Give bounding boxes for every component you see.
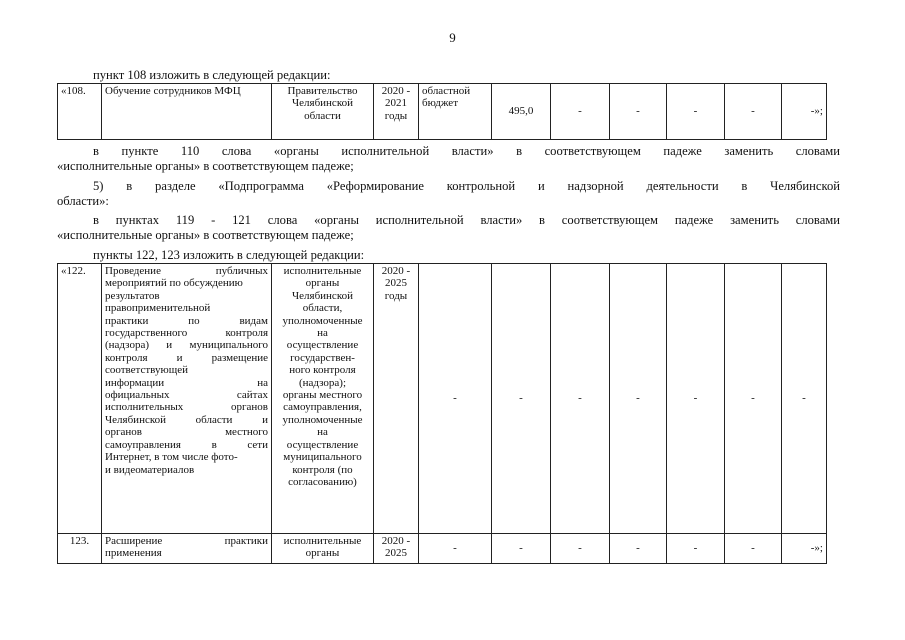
row-dash: -: [725, 534, 782, 564]
row-end: -»;: [782, 534, 827, 564]
table-row: [58, 264, 827, 534]
row-period: 2020 - 2021 годы: [374, 84, 419, 140]
row-name: Проведение публичных мероприятий по обсуждению результатов правоприменительной практики по видам государственного контроля (надзора) и муниципального контроля и размещение соответствующей информации на официальных сайтах исполнительных органов Челябинской области и органов местного самоуправления в сети Интернет, в том числе фото- и видеоматериалов: [102, 264, 272, 534]
row-dash: -: [492, 264, 551, 534]
row-dash: -: [551, 534, 610, 564]
row-period: 2020 - 2025: [374, 534, 419, 564]
row-dash: -: [725, 84, 782, 140]
page-number: 9: [449, 30, 456, 45]
intro-108: пункт 108 изложить в следующей редакции:: [93, 68, 331, 82]
row-dash: -: [551, 84, 610, 140]
table-122-123: [57, 263, 827, 564]
row-dash: -: [667, 264, 725, 534]
row-name: Расширение практики применения: [102, 534, 272, 564]
row-amount: 495,0: [492, 84, 551, 140]
row-dash: -: [419, 534, 492, 564]
row-source: областной бюджет: [419, 84, 492, 140]
row-dash: -: [782, 264, 827, 534]
table-row: [58, 84, 827, 140]
row-end: -»;: [782, 84, 827, 140]
paragraph-section-5: 5) в разделе «Подпрограмма «Реформирование контрольной и надзорной деятельности в Челябинской области»:: [57, 179, 840, 208]
row-dash: -: [551, 264, 610, 534]
intro-122: пункты 122, 123 изложить в следующей редакции:: [93, 248, 365, 262]
row-dash: -: [419, 264, 492, 534]
paragraph-119: в пунктах 119 - 121 слова «органы исполнительной власти» в соответствующем падеже заменить словами «исполнительные органы» в соответствующем падеже;: [57, 213, 840, 242]
table-108: [57, 83, 827, 140]
table-row: [58, 534, 827, 564]
row-executor: исполнительные органы Челябинской области, уполномоченные на осуществление государствен- ного контроля (надзора); органы местного самоуправления, уполномоченные на осуществление муниципального контроля (по согласованию): [272, 264, 374, 534]
row-dash: -: [667, 534, 725, 564]
paragraph-110: в пункте 110 слова «органы исполнительной власти» в соответствующем падеже заменить словами «исполнительные органы» в соответствующем падеже;: [57, 144, 840, 173]
row-number: 123.: [58, 534, 102, 564]
row-period: 2020 - 2025 годы: [374, 264, 419, 534]
row-dash: -: [667, 84, 725, 140]
row-dash: -: [492, 534, 551, 564]
row-name: Обучение сотрудников МФЦ: [102, 84, 272, 140]
row-dash: -: [610, 84, 667, 140]
row-dash: -: [610, 264, 667, 534]
row-number: «122.: [58, 264, 102, 534]
row-executor: исполнительные органы: [272, 534, 374, 564]
row-dash: -: [610, 534, 667, 564]
row-dash: -: [725, 264, 782, 534]
row-executor: Правительство Челябинской области: [272, 84, 374, 140]
row-number: «108.: [58, 84, 102, 140]
